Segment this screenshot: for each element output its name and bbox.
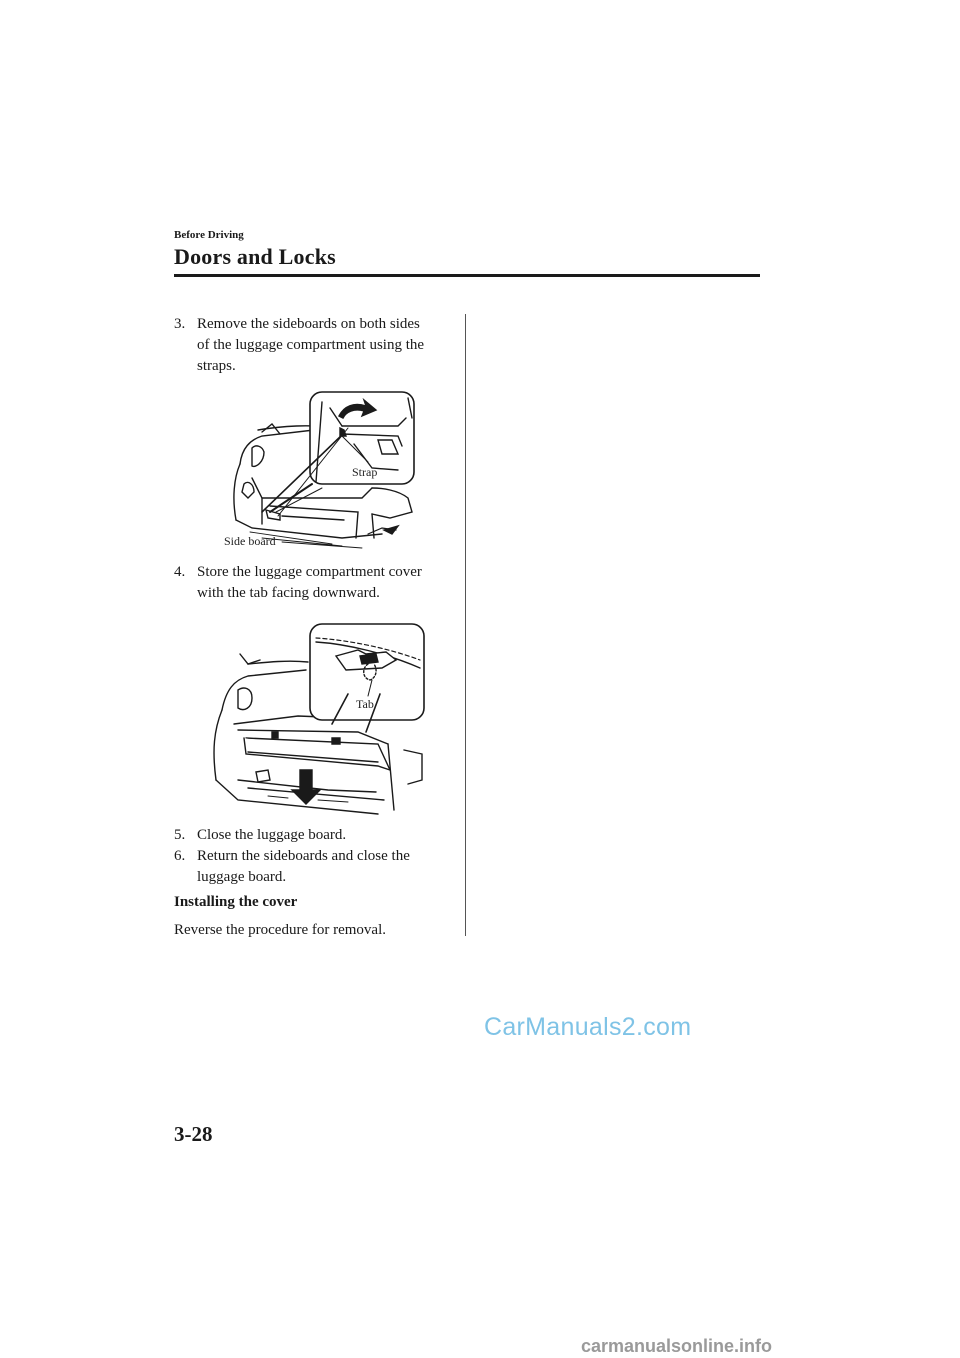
cover-storage-illustration <box>208 620 428 820</box>
sideboard-removal-illustration <box>222 388 418 552</box>
step-text: Store the luggage compartment cover <box>197 564 422 580</box>
installing-text: Reverse the procedure for removal. <box>174 922 386 938</box>
footer-url: carmanualsonline.info <box>581 1336 773 1356</box>
page-number: 3-28 <box>174 1122 213 1146</box>
step-text: Remove the sideboards on both sides <box>197 316 420 332</box>
step-5 <box>174 825 346 846</box>
tab-label: Tab <box>356 697 374 711</box>
chapter-title: Doors and Locks <box>174 244 336 269</box>
step-text: straps. <box>197 358 236 374</box>
strap-label: Strap <box>352 465 378 479</box>
step-number: 3. <box>174 316 186 332</box>
column-divider <box>465 314 466 936</box>
step-6 <box>174 846 410 888</box>
step-4 <box>174 562 422 604</box>
step-number: 5. <box>174 827 186 843</box>
step-number: 4. <box>174 564 186 580</box>
installing-heading: Installing the cover <box>174 894 298 910</box>
step-text: Return the sideboards and close the <box>197 848 410 864</box>
step-3 <box>174 314 424 377</box>
watermark-logo: CarManuals2.com <box>484 1013 692 1041</box>
step-text: luggage board. <box>197 869 287 885</box>
step-number: 6. <box>174 848 186 864</box>
step-text: Close the luggage board. <box>197 827 347 843</box>
step-text: with the tab facing downward. <box>197 585 380 601</box>
side-board-label: Side board <box>224 534 276 548</box>
section-label: Before Driving <box>174 229 244 241</box>
step-text: of the luggage compartment using the <box>197 337 425 353</box>
header-rule <box>174 274 760 277</box>
